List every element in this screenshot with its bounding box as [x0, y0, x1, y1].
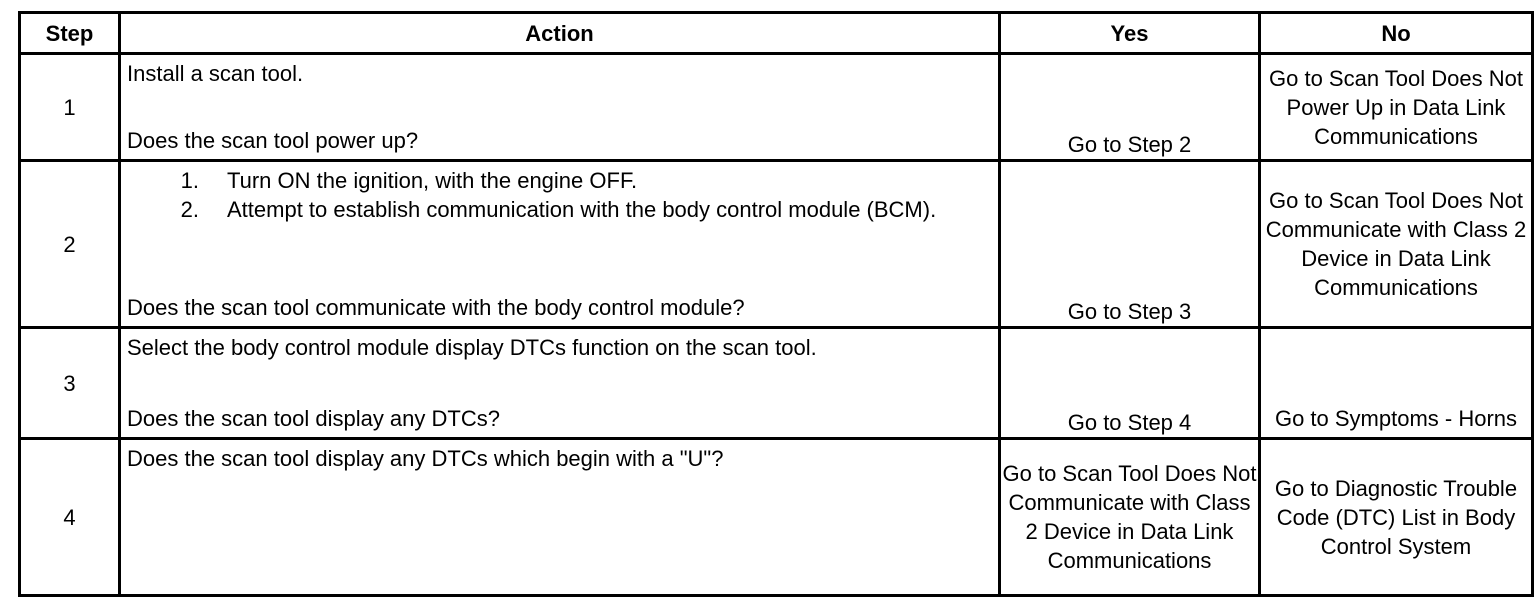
action-text: Does the scan tool display any DTCs which begin with a "U"?	[127, 446, 724, 471]
step-number: 2	[20, 161, 120, 328]
action-question: Does the scan tool communicate with the body control module?	[127, 295, 745, 320]
action-cell	[120, 161, 1000, 328]
no-cell: Go to Diagnostic Trouble Code (DTC) List in Body Control System	[1260, 439, 1533, 596]
yes-cell: Go to Scan Tool Does Not Communicate with Class 2 Device in Data Link Communications	[1000, 439, 1260, 596]
substep-text: Attempt to establish communication with the body control module (BCM).	[227, 197, 937, 222]
action-cell	[120, 328, 1000, 439]
header-yes: Yes	[1000, 13, 1260, 54]
action-text: Select the body control module display DTCs function on the scan tool.	[127, 335, 817, 360]
no-cell: Go to Scan Tool Does Not Communicate with Class 2 Device in Data Link Communications	[1260, 161, 1533, 328]
header-row	[20, 13, 1533, 54]
step-number: 1	[20, 54, 120, 161]
substep-number: 1.	[180, 168, 199, 193]
action-question: Does the scan tool power up?	[127, 128, 419, 153]
substep-text: Turn ON the ignition, with the engine OFF.	[227, 168, 638, 193]
action-cell	[120, 439, 1000, 596]
action-text: Install a scan tool.	[127, 61, 304, 86]
action-question: Does the scan tool display any DTCs?	[127, 406, 500, 431]
table-row	[20, 54, 1533, 161]
yes-cell: Go to Step 3	[1000, 161, 1260, 328]
action-cell	[120, 54, 1000, 161]
no-cell: Go to Symptoms - Horns	[1260, 328, 1533, 439]
yes-cell: Go to Step 4	[1000, 328, 1260, 439]
substep-item	[127, 166, 992, 195]
header-action: Action	[120, 13, 1000, 54]
substep-number: 2.	[180, 197, 199, 222]
action-substeps	[127, 166, 992, 224]
table-row	[20, 161, 1533, 328]
header-step: Step	[20, 13, 120, 54]
table-row	[20, 439, 1533, 596]
diagnostic-table	[18, 11, 1534, 597]
step-number: 4	[20, 439, 120, 596]
yes-cell: Go to Step 2	[1000, 54, 1260, 161]
no-cell: Go to Scan Tool Does Not Power Up in Data Link Communications	[1260, 54, 1533, 161]
header-no: No	[1260, 13, 1533, 54]
table-row	[20, 328, 1533, 439]
step-number: 3	[20, 328, 120, 439]
substep-item	[127, 195, 992, 224]
